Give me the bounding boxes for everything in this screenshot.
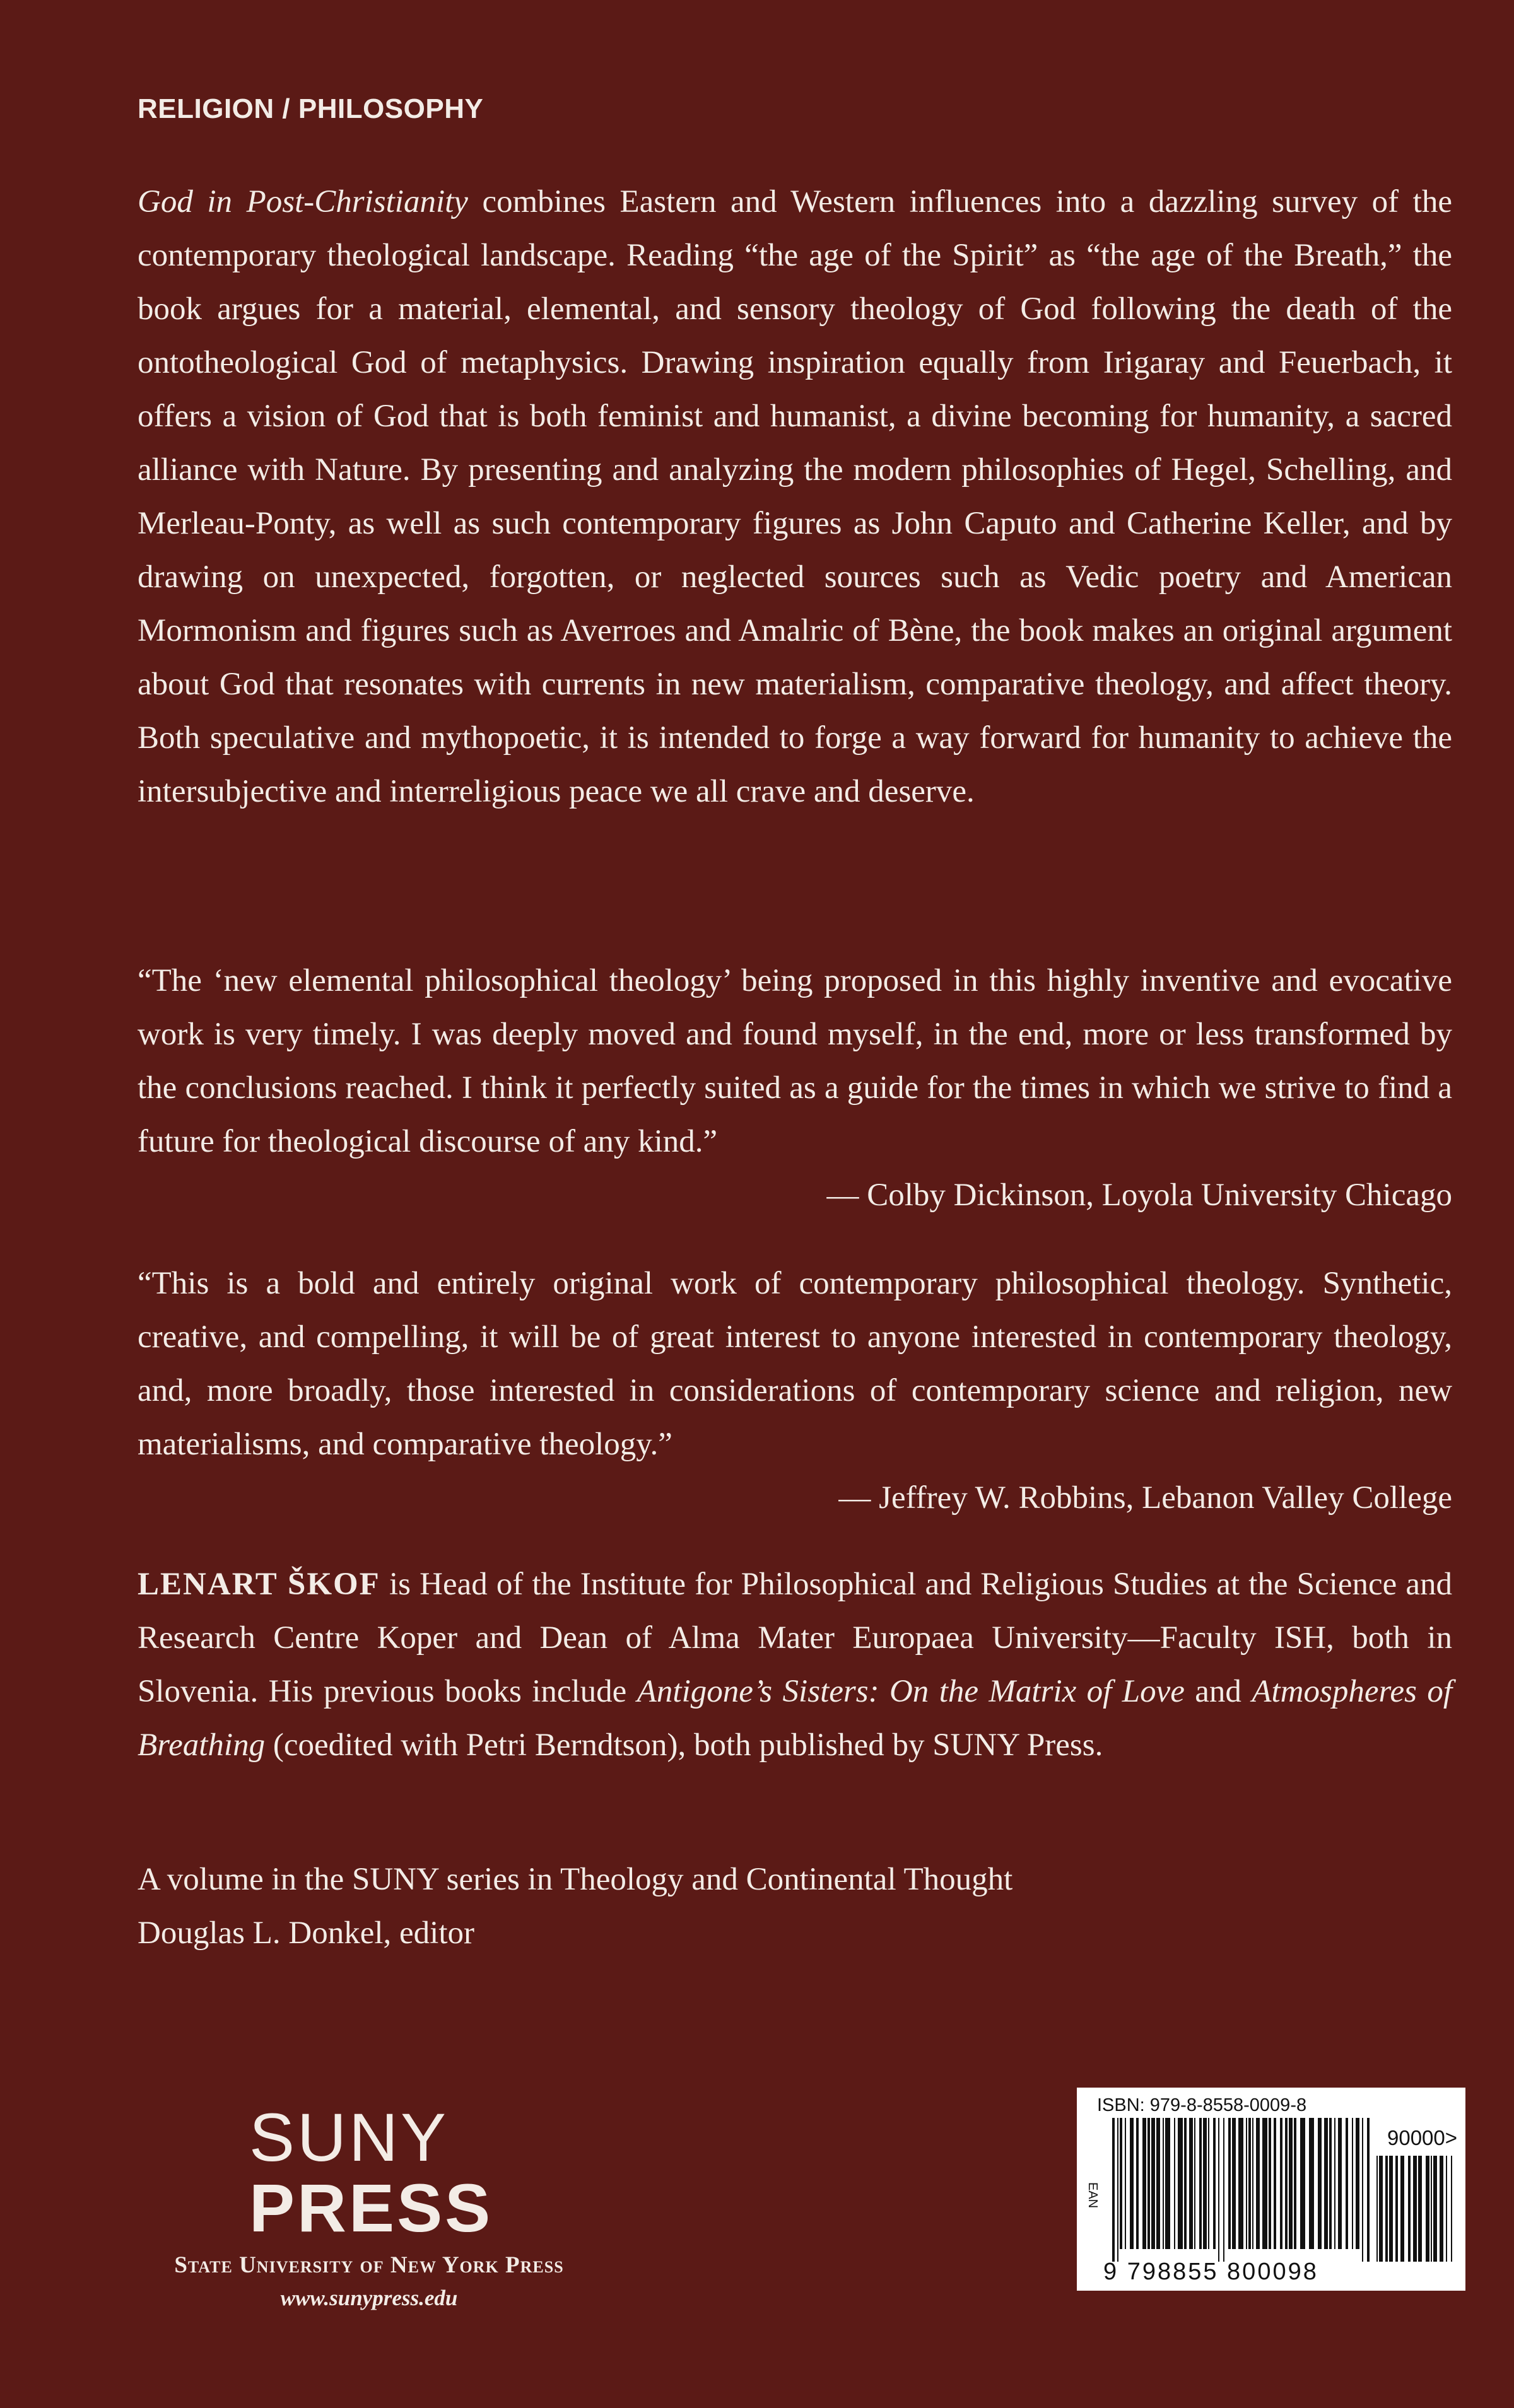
endorsement-quote-2: “This is a bold and entirely original work of contemporary philosophical theology. Synthetic, creative, and compelling, it will be of great interest to anyone interested in contemporary theology, and, more broadly, those interested in considerations of contemporary science and religion, new materialisms, and comparative theology.” bbox=[138, 1266, 1452, 1462]
publisher-url: www.sunypress.edu bbox=[280, 2286, 458, 2310]
logo-press-text: PRESS bbox=[249, 2170, 493, 2246]
author-bio: LENART ŠKOF is Head of the Institute for Philosophical and Religious Studies at the Science and Research Centre Koper and Dean of Alma Mater Europaea University—Faculty ISH, both in Slovenia. His previous books include Antigone’s Sisters: On the Matrix of Love and Atmospheres of Breathing (coedited with Petri Berndtson), both published by SUNY Press. bbox=[138, 1567, 1453, 1763]
author-name: LENART ŠKOF bbox=[138, 1567, 380, 1602]
book-title-atmospheres: Atmospheres of Breathing bbox=[138, 1674, 1453, 1763]
ean-label: EAN bbox=[1086, 2182, 1100, 2209]
series-info bbox=[138, 1853, 1012, 1960]
isbn-barcode-box bbox=[1077, 2088, 1465, 2291]
endorsement-quote-1: “The ‘new elemental philosophical theology’ being proposed in this highly inventive and evocative work is very timely. I was deeply moved and found myself, in the end, more or less transformed by the conclusions reached. I think it perfectly suited as a guide for the times in which we strive to find a future for theological discourse of any kind.” bbox=[138, 963, 1452, 1159]
price-code: 90000> bbox=[1387, 2126, 1458, 2149]
isbn-label: ISBN: 979-8-8558-0009-8 bbox=[1097, 2095, 1307, 2115]
publisher-name: State University of New York Press bbox=[174, 2252, 564, 2278]
price-barcode-bars bbox=[1376, 2156, 1455, 2262]
book-title: God in Post-Christianity bbox=[138, 184, 468, 219]
endorsement-attribution-2: — Jeffrey W. Robbins, Lebanon Valley College bbox=[838, 1480, 1452, 1516]
book-description bbox=[138, 175, 1452, 819]
ean-barcode-bars bbox=[1112, 2118, 1371, 2262]
logo-suny-text: SUNY bbox=[249, 2099, 449, 2175]
series-line: A volume in the SUNY series in Theology and Continental Thought bbox=[138, 1862, 1013, 1897]
book-title-antigones-sisters: Antigone’s Sisters: On the Matrix of Love bbox=[637, 1674, 1185, 1709]
category-label: RELIGION / PHILOSOPHY bbox=[138, 93, 484, 124]
description-text: combines Eastern and Western influences into a dazzling survey of the contemporary theological landscape. Reading “the age of the Spirit” as “the age of the Breath,” the book argues for a material, elemental, and sensory theology of God following the death of the ontotheological God of metaphysics. Drawing inspiration equally from Irigaray and Feuerbach, it offers a vision of God that is both feminist and humanist, a divine becoming for humanity, a sacred alliance with Nature. By presenting and analyzing the modern philosophies of Hegel, Schelling, and Merleau-Ponty, as well as such contemporary figures as John Caputo and Catherine Keller, and by drawing on unexpected, forgotten, or neglected sources such as Vedic poetry and American Mormonism and figures such as Averroes and Amalric of Bène, the book makes an original argument about God that resonates with currents in new materialism, comparative theology, and affect theory. Both speculative and mythopoetic, it is intended to forge a way forward for humanity to achieve the intersubjective and interreligious peace we all crave and deserve. bbox=[138, 184, 1452, 809]
series-editor: Douglas L. Donkel, editor bbox=[138, 1915, 474, 1951]
endorsement-attribution-1: — Colby Dickinson, Loyola University Chicago bbox=[826, 1178, 1452, 1213]
ean-number: 9 798855 800098 bbox=[1103, 2259, 1318, 2285]
